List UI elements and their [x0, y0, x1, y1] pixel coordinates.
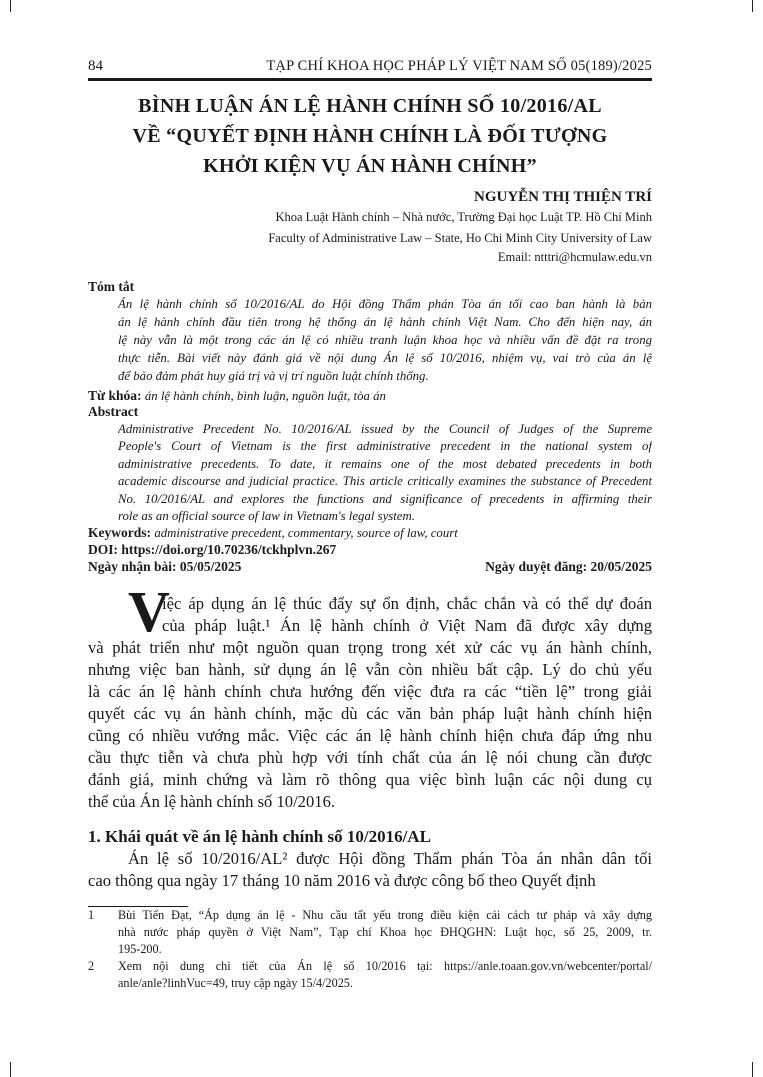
keywords-en-label: Keywords: — [88, 525, 151, 540]
footnote-line: 195-200. — [118, 942, 162, 956]
footnote-line: Xem nội dung chi tiết của Án lệ số 10/2016 tại: https://anle.toaan.gov.vn/webcenter/portal/ — [118, 959, 652, 973]
affiliation-vi: Khoa Luật Hành chính – Nhà nước, Trường Đại học Luật TP. Hồ Chí Minh — [275, 210, 652, 224]
summary-line: để bảo đảm phát huy giá trị và vị trí nguồn luật chính thống. — [118, 369, 429, 383]
body-line: nhưng việc ban hành, sử dụng án lệ vẫn còn nhiều bất cập. Lý do chủ yếu — [88, 660, 652, 679]
footnote-line: nhà nước pháp quyền ở Việt Nam”, Tạp chí Khoa học ĐHQGHN: Luật học, số 25, 2009, tr. — [118, 925, 652, 939]
abstract-line: No. 10/2016/AL and explores the functions and significance of precedents in affirming their — [118, 491, 652, 506]
author-name: NGUYỄN THỊ THIỆN TRÍ — [474, 189, 652, 205]
drop-cap: V — [128, 579, 170, 644]
article-title-line: BÌNH LUẬN ÁN LỆ HÀNH CHÍNH SỐ 10/2016/AL — [138, 95, 602, 117]
keywords-vi-text: án lệ hành chính, bình luận, nguồn luật, tòa án — [144, 389, 386, 403]
abstract-line: role as an official source of law in Vietnam's legal system. — [118, 509, 415, 523]
keywords-en-text: administrative precedent, commentary, source of law, court — [154, 526, 458, 540]
abstract-line: People's Court of Vietnam is the first administrative precedent in the national system of — [118, 439, 652, 454]
body-line: cao thông qua ngày 17 tháng 10 năm 2016 và được công bố theo Quyết định — [88, 871, 596, 890]
footnote-rule — [88, 906, 188, 907]
crop-mark — [10, 1062, 11, 1077]
body-line: quyết các vụ án hành chính, mặc dù các văn bản pháp luật hành chính hiện — [88, 704, 652, 723]
body-line: Án lệ số 10/2016/AL² được Hội đồng Thẩm phán Tòa án nhân dân tối — [128, 849, 652, 868]
summary-line: án lệ hành chính đầu tiên trong hệ thống án lệ hành chính Việt Nam. Cho đến hiện nay, án — [118, 315, 652, 329]
page-number: 84 — [88, 58, 103, 74]
abstract-line: administrative precedents. To date, it remains one of the most debated precedents in both — [118, 456, 652, 471]
section-heading: 1. Khái quát về án lệ hành chính số 10/2016/AL — [88, 827, 431, 846]
keywords-vi-label: Từ khóa: — [88, 388, 142, 403]
abstract-line: academic discourse and judicial practice. This article critically examines the substance of Precedent — [118, 474, 652, 489]
abstract-label: Abstract — [88, 404, 139, 419]
affiliation-en: Faculty of Administrative Law – State, Ho Chi Minh City University of Law — [268, 231, 652, 245]
body-line: cũng có nhiều vướng mắc. Việc các án lệ hành chính hiện chưa đáp ứng nhu — [88, 726, 652, 745]
footnote-line: Bùi Tiến Đạt, “Áp dụng án lệ - Nhu cầu tất yếu trong điều kiện cải cách tư pháp và xây dựng — [118, 908, 652, 922]
crop-mark — [752, 1062, 753, 1077]
header-rule — [88, 78, 652, 81]
body-line: cầu thực tiễn và chưa phù hợp với tính chất của án lệ nói chung cần được — [88, 748, 652, 767]
keywords-en — [88, 525, 458, 541]
summary-line: thực tiễn. Bài viết này đánh giá về nội dung Án lệ số 10/2016, nhiệm vụ, vai trò của án lệ — [118, 351, 652, 365]
body-line: và phát triển như một nguồn quan trọng trong xét xử các vụ án hành chính, — [88, 638, 652, 657]
footnote-number: 2 — [88, 959, 95, 973]
crop-mark — [752, 0, 753, 12]
accepted-date: Ngày duyệt đăng: 20/05/2025 — [485, 559, 652, 574]
summary-line: lệ này vẫn là một trong các án lệ có nhiều tranh luận khoa học và nhiều vấn đề đặt ra trong — [118, 333, 652, 347]
keywords-vi — [88, 388, 386, 404]
article-title-line: VỀ “QUYẾT ĐỊNH HÀNH CHÍNH LÀ ĐỐI TƯỢNG — [132, 125, 608, 147]
footnote-number: 1 — [88, 908, 95, 922]
body-line: là các án lệ hành chính chưa hướng đến việc đưa ra các “tiền lệ” trong giải — [88, 682, 652, 701]
doi-link[interactable]: DOI: https://doi.org/10.70236/tckhplvn.267 — [88, 542, 337, 557]
footnote-line: anle/anle?linhVuc=49, truy cập ngày 15/4/2025. — [118, 976, 353, 990]
running-header: TẠP CHÍ KHOA HỌC PHÁP LÝ VIỆT NAM SỐ 05(189)/2025 — [266, 58, 652, 74]
crop-mark — [10, 0, 11, 12]
body-line: của pháp luật.¹ Án lệ hành chính ở Việt Nam đã được xây dựng — [162, 616, 652, 635]
summary-label: Tóm tắt — [88, 279, 135, 294]
article-title-line: KHỞI KIỆN VỤ ÁN HÀNH CHÍNH” — [203, 155, 537, 177]
author-email: Email: ntttri@hcmulaw.edu.vn — [497, 250, 652, 264]
summary-line: Án lệ hành chính số 10/2016/AL do Hội đồng Thẩm phán Tòa án tối cao ban hành là bản — [118, 297, 652, 311]
body-line: thể của Án lệ hành chính số 10/2016. — [88, 792, 336, 811]
abstract-line: Administrative Precedent No. 10/2016/AL issued by the Council of Judges of the Supreme — [118, 422, 652, 436]
received-date: Ngày nhận bài: 05/05/2025 — [88, 559, 242, 574]
body-line: đánh giá, minh chứng và làm rõ thông qua việc bình luận các nội dung cụ — [88, 770, 652, 789]
body-line: iệc áp dụng án lệ thúc đẩy sự ổn định, chắc chắn và có thể dự đoán — [162, 594, 652, 613]
